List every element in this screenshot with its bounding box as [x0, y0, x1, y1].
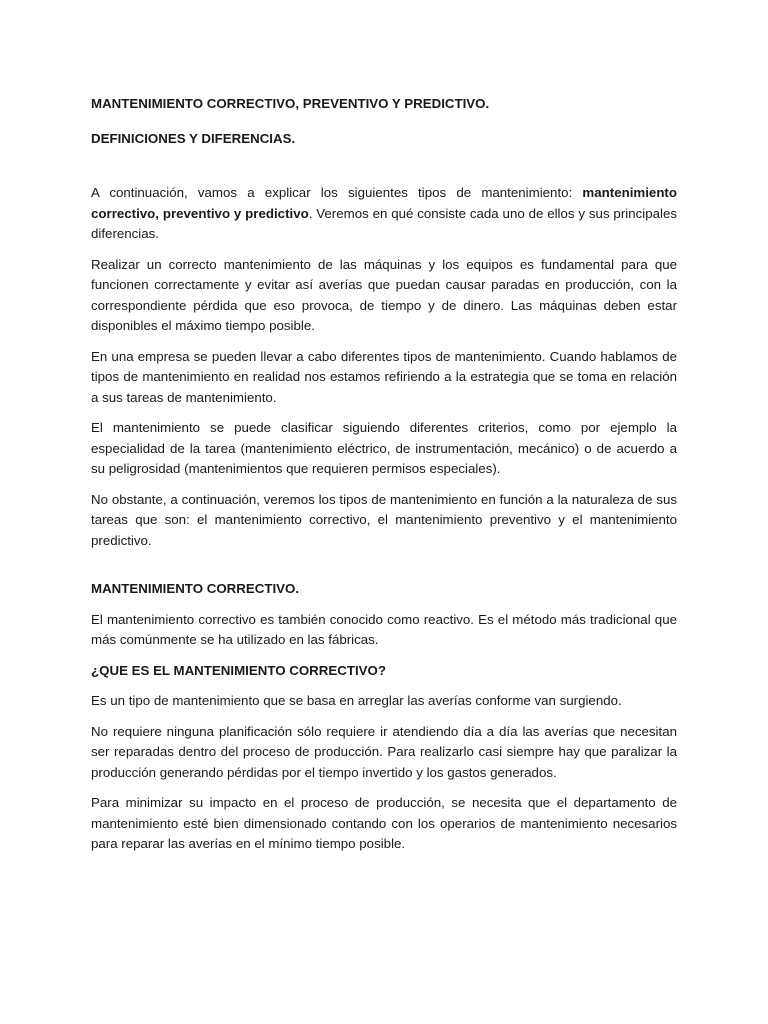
section-paragraph: Es un tipo de mantenimiento que se basa en arreglar las averías conforme van surgiendo.	[91, 693, 622, 708]
document-title: MANTENIMIENTO CORRECTIVO, PREVENTIVO Y PREDICTIVO.	[91, 96, 490, 111]
paragraph: En una empresa se pueden llevar a cabo diferentes tipos de mantenimiento. Cuando hablamos de tipos de mantenimiento en realidad nos estamos refiriendo a la estrategia que se toma en relación a sus tareas de mantenimiento.	[91, 348, 677, 405]
document-subtitle: DEFINICIONES Y DIFERENCIAS.	[91, 130, 296, 146]
document-page	[91, 94, 677, 865]
question-heading: ¿QUE ES EL MANTENIMIENTO CORRECTIVO?	[91, 662, 387, 678]
section-heading: MANTENIMIENTO CORRECTIVO.	[91, 581, 300, 596]
intro-paragraph	[91, 183, 677, 245]
paragraph: No obstante, a continuación, veremos los tipos de mantenimiento en función a la naturaleza de sus tareas que son: el mantenimiento correctivo, el mantenimiento preventivo y el mantenimiento predictivo.	[91, 491, 677, 548]
paragraph: El mantenimiento se puede clasificar siguiendo diferentes criterios, como por ejemplo la especialidad de la tarea (mantenimiento eléctrico, de instrumentación, mecánico) o de acuerdo a su peligrosidad (mantenimientos que requieren permisos especiales).	[91, 420, 677, 476]
intro-text-bold: mantenimiento correctivo, preventivo y predictivo	[91, 185, 677, 221]
section-paragraph: No requiere ninguna planificación sólo requiere ir atendiendo día a día las averías que necesitan ser reparadas dentro del proceso de producción. Para realizarlo casi siempre hay que paralizar la producción generando pérdidas por el tiempo invertido y los gastos generados.	[91, 723, 677, 780]
section-intro: El mantenimiento correctivo es también conocido como reactivo. Es el método más tradicional que más comúnmente se ha utilizado en las fábricas.	[91, 611, 677, 647]
section-paragraph: Para minimizar su impacto en el proceso de producción, se necesita que el departamento de mantenimiento esté bien dimensionado contando con los operarios de mantenimiento necesarios para reparar las averías en el mínimo tiempo posible.	[91, 795, 677, 851]
intro-text-before: A continuación, vamos a explicar los siguientes tipos de mantenimiento:	[91, 185, 583, 200]
paragraph: Realizar un correcto mantenimiento de las máquinas y los equipos es fundamental para que funcionen correctamente y evitar así averías que puedan causar paradas en producción, con la correspondiente pérdida que eso provoca, de tiempo y de dinero. Las máquinas deben estar disponibles el máximo tiempo posible.	[91, 256, 677, 333]
intro-text-after: . Veremos en qué consiste cada uno de ellos y sus principales diferencias.	[91, 205, 677, 241]
